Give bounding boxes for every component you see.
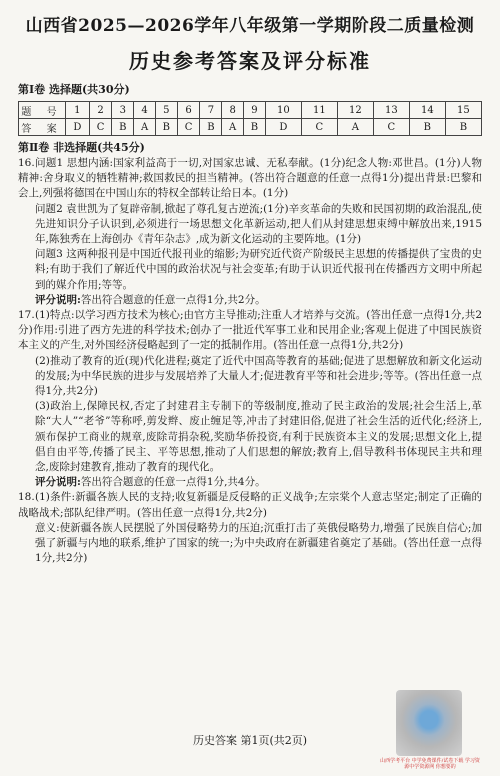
scoring-note-label: 评分说明: bbox=[35, 476, 81, 489]
answer-cell: B bbox=[409, 119, 445, 136]
question-16 bbox=[18, 156, 482, 308]
q17-part3: (3)政治上,保障民权,否定了封建君主专制下的等级制度,推动了民主政治的发展;社会生活上,革除“大人”“老爷”等称呼,剪发辫、废止缠足等,冲击了封建旧俗,促进了社会生活的近代化;经济上,颁布保护工商业的规章,废除苛捐杂税,奖励华侨投资,有利于民族资本主义的发展;思想文化上,提倡自由平等,传播了民主、平等思想,推动了人们思想的解放;教育上,倡导教科书体现民主共和理念,废除封建教育,推动了教育的现代化。 bbox=[35, 400, 482, 474]
answer-cell: C bbox=[177, 119, 200, 136]
scoring-note-text: 答出符合题意的任意一点得1分,共4分。 bbox=[80, 476, 266, 489]
answer-cell: B bbox=[155, 119, 177, 136]
answer-text: 问题1 思想内涵:国家利益高于一切,对国家忠诚、无私奉献。(1分)纪念人物:邓世昌。(1分)人物精神:舍身取义的牺牲精神;救国救民的担当精神。(答出符合题意的任意一点得1分)提出背景:巴黎和会上,列强将德国在中国山东的特权全部转让给日本。(1分) bbox=[18, 157, 482, 200]
question-number-cell: 14 bbox=[409, 102, 445, 119]
answer-cell: B bbox=[243, 119, 265, 136]
question-number-cell: 1 bbox=[66, 102, 90, 119]
question-number-cell: 5 bbox=[155, 102, 177, 119]
answer-cell: B bbox=[200, 119, 222, 136]
answer-key-table bbox=[18, 101, 482, 136]
question-18 bbox=[18, 490, 482, 566]
part1-heading: 第Ⅰ卷 选择题(共30分) bbox=[18, 83, 130, 96]
q18-significance: 意义:使新疆各族人民摆脱了外国侵略势力的压迫;沉重打击了英俄侵略势力,增强了民族自信心;加强了新疆与内地的联系,维护了国家的统一;为中央政府在新疆建省奠定了基础。(答出任意一点得1分,共2分) bbox=[35, 521, 482, 565]
answer-cell: B bbox=[445, 119, 481, 136]
answer-text: (1)条件:新疆各族人民的支持;收复新疆是反侵略的正义战争;左宗棠个人意志坚定;制定了正确的战略战术;部队纪律严明。(答出任意一点得1分,共2分) bbox=[18, 491, 482, 519]
answer-label: 答 案 bbox=[19, 119, 66, 136]
q17-part1 bbox=[18, 308, 482, 354]
page-footer: 历史答案 第1页(共2页) bbox=[192, 734, 308, 747]
question-number-cell: 9 bbox=[243, 102, 265, 119]
question-number-label: 题 号 bbox=[19, 102, 66, 119]
q16-problem2: 问题2 袁世凯为了复辟帝制,掀起了尊孔复古逆流;(1分)辛亥革命的失败和民国初期的政治混乱,使先进知识分子认识到,必须进行一场思想文化革新运动,把人们从封建思想束缚中解放出来,1915年,陈独秀在上海创办《青年杂志》,成为新文化运动的主要阵地。(1分) bbox=[35, 202, 482, 246]
q16-problem3: 问题3 这两种报刊是中国近代报刊业的缩影;为研究近代资产阶级民主思想的传播提供了宝贵的史料;有助于我们了解近代中国的政治状况与社会变革;有助于认识近代报刊在传播西方文明中所起到的媒介作用;等等。 bbox=[35, 248, 482, 291]
answer-cell: A bbox=[337, 119, 373, 136]
answer-cell: A bbox=[134, 119, 156, 136]
question-number-cell: 6 bbox=[177, 102, 200, 119]
question-number: 16. bbox=[18, 157, 35, 169]
question-number: 18. bbox=[18, 491, 35, 504]
exam-title: 山西省2025—2026学年八年级第一学期阶段二质量检测 bbox=[25, 16, 475, 36]
part2-heading: 第Ⅱ卷 非选择题(共45分) bbox=[18, 141, 145, 154]
question-number-cell: 8 bbox=[222, 102, 244, 119]
q18-part1 bbox=[18, 490, 482, 520]
question-number-cell: 11 bbox=[301, 102, 337, 119]
answer-cell: C bbox=[89, 119, 112, 136]
question-number-cell: 3 bbox=[112, 102, 134, 119]
question-number-cell: 7 bbox=[200, 102, 222, 119]
scoring-note-text: 答出符合题意的任意一点得1分,共2分。 bbox=[80, 293, 266, 306]
answer-cell: D bbox=[265, 119, 301, 136]
question-number-cell: 13 bbox=[373, 102, 409, 119]
qr-caption: 山西学考平台 中学免费课件/试卷下载 学习资源中学资源网 你想要的 bbox=[380, 758, 480, 770]
answer-cell: D bbox=[66, 119, 90, 136]
question-number-cell: 10 bbox=[265, 102, 301, 119]
q16-scoring-note bbox=[18, 293, 482, 308]
answer-cell: C bbox=[373, 119, 409, 136]
question-number-cell: 2 bbox=[89, 102, 112, 119]
question-number-cell: 4 bbox=[134, 102, 156, 119]
document-title: 历史参考答案及评分标准 bbox=[129, 49, 371, 73]
q16-problem1 bbox=[18, 156, 482, 202]
answer-row bbox=[19, 119, 482, 136]
qr-code-icon bbox=[396, 690, 462, 756]
answer-cell: B bbox=[112, 119, 134, 136]
scoring-note-label: 评分说明: bbox=[35, 293, 81, 306]
answer-cell: C bbox=[301, 119, 337, 136]
question-number-cell: 12 bbox=[337, 102, 373, 119]
q17-part2: (2)推动了教育的近(现)代化进程;奠定了近代中国高等教育的基础;促进了思想解放和新文化运动的发展;为中华民族的进步与发展培养了大量人才;促进教育平等和社会进步;等等。(答出任意一点得1分,共2分) bbox=[35, 354, 482, 398]
question-17 bbox=[18, 308, 482, 490]
question-number-cell: 15 bbox=[445, 102, 481, 119]
answer-cell: A bbox=[222, 119, 244, 136]
question-number-row bbox=[19, 102, 482, 119]
question-number: 17. bbox=[18, 309, 35, 322]
answer-text: (1)特点:以学习西方技术为核心;由官方主导推动;注重人才培养与交流。(答出任意一点得1分,共2分)作用:引进了西方先进的科学技术;创办了一批近代军事工业和民用企业;客观上促进了中国民族资本主义的产生,对外国经济侵略起到了一定的抵制作用。(答出任意一点得1分,共2分) bbox=[18, 309, 482, 352]
q17-scoring-note bbox=[18, 475, 482, 490]
